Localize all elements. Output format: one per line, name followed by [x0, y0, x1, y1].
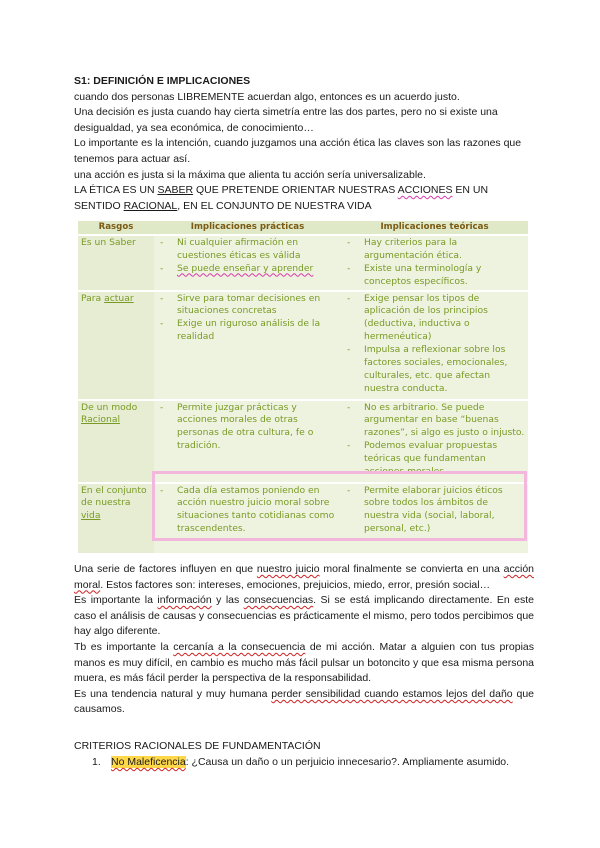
teorica-item: - Exige pensar los tipos de aplicación de los principios (deductiva, inductiva o hermenéutica) [344, 293, 525, 345]
practica-item: - Sirve para tomar decisiones en situaciones concretas [157, 293, 338, 319]
rasgo-text: De un modo [81, 401, 138, 413]
teoricas-cell [341, 235, 528, 291]
section-title: S1: DEFINICIÓN E IMPLICACIONES [74, 75, 251, 87]
paragraph-text: moral finalmente se convierta en una [319, 563, 504, 575]
definition-text: QUE PRETENDE ORIENTAR NUESTRAS [193, 184, 398, 197]
practicas-cell [154, 235, 341, 291]
rasgo-text: actuar [104, 292, 134, 304]
paragraph-informacion [74, 593, 534, 640]
paragraph-text: y las [211, 594, 244, 607]
rasgo-cell [78, 291, 154, 400]
practica-item: - Ni cualquier afirmación en cuestiones éticas es válida [157, 237, 338, 263]
paragraph-text: de mi acción. Matar a alguien con tus propias manos es muy difícil, en cambio es mucho más fácil pulsar un botoncito y que esa misma persona muera, es más fácil perder la perspectiva de la responsabilidad. [74, 640, 534, 685]
definition-racional: RACIONAL [123, 199, 178, 212]
list-item [92, 756, 509, 768]
teoricas-cell [341, 483, 528, 553]
table-row [78, 291, 528, 400]
term-perder-sensibilidad: perder sensibilidad cuando estamos lejos del daño [271, 687, 513, 700]
definition-saber: SABER [157, 184, 194, 197]
teorica-item: - Hay criterios para la argumentación ética. [344, 237, 525, 263]
intro-line-1: cuando dos personas LIBREMENTE acuerdan algo, entonces es un acuerdo justo. [74, 90, 460, 103]
practicas-cell [154, 400, 341, 483]
table-header-row [78, 221, 528, 235]
ethics-table [78, 221, 528, 553]
table-row [78, 400, 528, 483]
table-row [78, 235, 528, 291]
teoricas-cell [341, 400, 528, 483]
paragraph-text: Es una tendencia natural y muy humana [74, 687, 272, 700]
intro-line-2: Una decisión es justa cuando hay cierta simetría entre las dos partes, pero no si existe una desigualdad, ya sea económica, de conocimiento… [74, 106, 498, 134]
teorica-item: - Existe una terminología y conceptos específicos. [344, 263, 525, 289]
paragraph-tendencia [74, 687, 534, 718]
rasgo-text: En el conjunto de nuestra [81, 484, 147, 509]
rasgo-cell [78, 483, 154, 553]
practica-item: - Cada día estamos poniendo en acción nuestro juicio moral sobre situaciones tanto cotidianas como trascendentes. [157, 485, 338, 537]
header-practicas: Implicaciones prácticas [154, 221, 341, 235]
rasgo-text: Para [81, 292, 105, 304]
paragraph-text: Tb es importante la [74, 640, 174, 653]
criterio-text: : ¿Causa un daño o un perjuicio innecesario?. Ampliamente asumido. [185, 756, 510, 768]
practicas-cell [154, 483, 341, 553]
paragraph-factores [74, 562, 534, 593]
paragraph-text: Una serie de factores influyen en que [74, 563, 257, 575]
definition-text: LA ÉTICA ES UN [74, 184, 158, 197]
term-cercania: cercanía a la consecuencia [173, 640, 306, 653]
intro-block [74, 74, 534, 214]
rasgo-cell [78, 400, 154, 483]
practicas-cell [154, 291, 341, 400]
teorica-item: - Impulsa a reflexionar sobre los factores sociales, emocionales, culturales, etc. que afectan nuestra conducta. [344, 344, 525, 396]
definition-line [74, 183, 534, 214]
teoricas-cell [341, 291, 528, 400]
teorica-item: - Permite elaborar juicios éticos sobre todos los ámbitos de nuestra vida (social, laboral, personal, etc.) [344, 485, 525, 537]
practica-item: - Permite juzgar prácticas y acciones morales de otras personas de otra cultura, fe o tradición. [157, 402, 338, 454]
table-row [78, 483, 528, 553]
rasgo-text: Es un Saber [81, 236, 136, 248]
definition-text: , EN EL CONJUNTO DE NUESTRA VIDA [177, 199, 372, 212]
term-accion-moral: acción moral [74, 563, 534, 591]
term-juicio: nuestro juicio [256, 563, 320, 575]
list-number: 1. [92, 756, 101, 768]
definition-acciones: ACCIONES [397, 184, 453, 197]
teorica-item: - Podemos evaluar propuestas teóricas que fundamentan acciones morales. [344, 440, 525, 479]
term-informacion: información [157, 594, 212, 607]
criterio-label: No Maleficencia [111, 756, 186, 768]
rasgo-text: vida [81, 510, 101, 522]
paragraph-text: . Si se está implicando directamente. En este caso el análisis de causas y consecuencias es prácticamente el mismo, pero todos percibimos que hay algo diferente. [74, 594, 534, 638]
practica-item: - Exige un riguroso análisis de la realidad [157, 318, 338, 344]
rasgo-text: Racional [81, 414, 121, 426]
header-teoricas: Implicaciones teóricas [341, 221, 528, 235]
intro-line-4: una acción es justa si la máxima que alienta tu acción sería universalizable. [74, 168, 426, 181]
practica-item: - Se puede enseñar y aprender [157, 263, 338, 276]
analysis-block [74, 562, 534, 718]
definition-text: EN UN SENTIDO [74, 184, 489, 212]
paragraph-text: . Estos factores son: intereses, emociones, prejuicios, miedo, error, presión social… [100, 578, 491, 591]
criterios-title: CRITERIOS RACIONALES DE FUNDAMENTACIÓN [74, 740, 321, 752]
paragraph-cercania [74, 640, 534, 687]
rasgo-cell [78, 235, 154, 291]
term-consecuencias: consecuencias [243, 594, 314, 607]
paragraph-text: que causamos. [74, 687, 534, 716]
intro-line-3: Lo importante es la intención, cuando juzgamos una acción ética las claves son las razones que tenemos para actuar así. [74, 137, 522, 165]
paragraph-text: Es importante la [74, 594, 158, 607]
header-rasgos: Rasgos [78, 221, 154, 235]
teorica-item: - No es arbitrario. Se puede argumentar en base “buenas razones”, si algo es justo o injusto. [344, 402, 525, 441]
